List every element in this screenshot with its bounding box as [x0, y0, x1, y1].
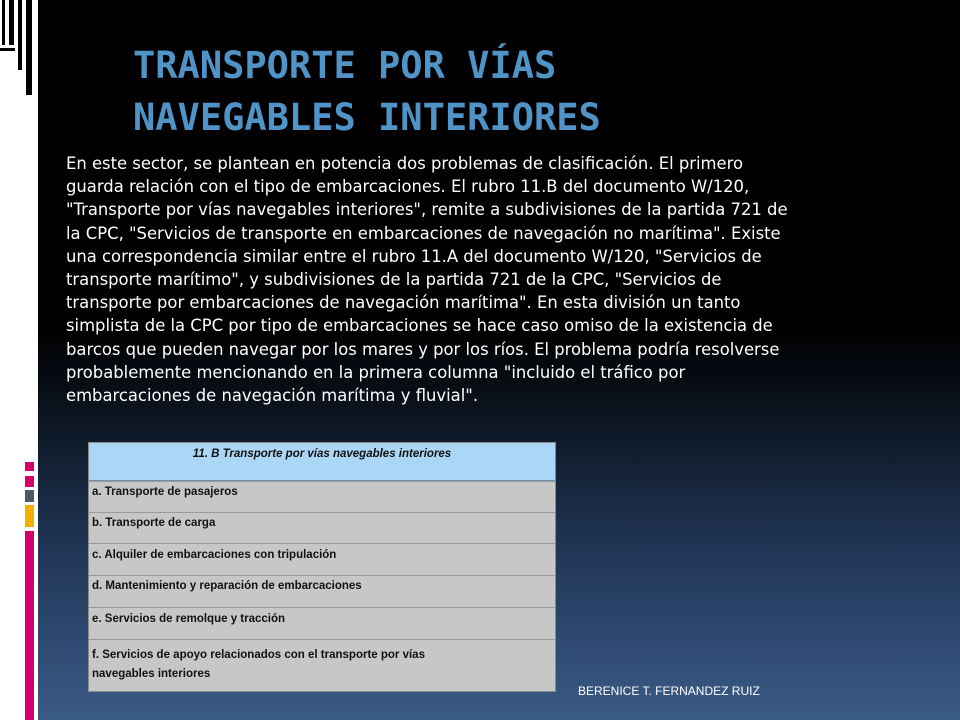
- table-row-text: f. Servicios de apoyo relacionados con el transporte por vías: [92, 649, 425, 661]
- footer-author: BERENICE T. FERNANDEZ RUIZ: [578, 684, 760, 698]
- body-line: guarda relación con el tipo de embarcaciones. El rubro 11.B del documento W/120,: [66, 177, 750, 197]
- table-row-text: c. Alquiler de embarcaciones con tripulación: [92, 549, 337, 561]
- table-row: [89, 575, 555, 607]
- table-row: [89, 607, 555, 639]
- slide-title: [133, 40, 933, 144]
- title-line: TRANSPORTE POR VÍAS: [133, 44, 557, 87]
- table-row-text: navegables interiores: [92, 668, 211, 680]
- decor-bar: [0, 48, 15, 51]
- table-row-text: e. Servicios de remolque y tracción: [92, 613, 286, 625]
- body-line: En este sector, se plantean en potencia dos problemas de clasificación. El primero: [66, 154, 744, 173]
- table-row: [89, 481, 555, 512]
- decor-bar: [26, 0, 32, 95]
- table-row: [89, 512, 555, 543]
- decor-square-pink: [25, 476, 34, 487]
- body-line: embarcaciones de navegación marítima y fluvial".: [66, 386, 479, 406]
- body-line: transporte por embarcaciones de navegación marítima". En esta división un tanto: [66, 293, 741, 313]
- body-line: una correspondencia similar entre el rubro 11.A del documento W/120, "Servicios de: [66, 246, 762, 266]
- body-line: probablemente mencionando en la primera columna "incluido el tráfico por: [66, 362, 686, 382]
- title-line: NAVEGABLES INTERIORES: [133, 96, 601, 139]
- table-row-text: b. Transporte de carga: [92, 517, 216, 529]
- body-line: simplista de la CPC por tipo de embarcaciones se hace caso omiso de la existencia de: [66, 316, 773, 336]
- classification-table-image: [88, 442, 556, 692]
- decor-square-yellow: [25, 505, 34, 527]
- decor-square-pink: [25, 462, 34, 471]
- decor-bar: [18, 0, 22, 70]
- decor-square-slate: [25, 490, 34, 502]
- decor-bar-pink: [25, 531, 34, 720]
- table-row-text: a. Transporte de pasajeros: [92, 486, 238, 498]
- body-line: transporte marítimo", y subdivisiones de la partida 721 de la CPC, "Servicios de: [66, 270, 722, 290]
- body-line: "Transporte por vías navegables interiores", remite a subdivisiones de la partida 721 de: [66, 200, 788, 220]
- table-row-text: d. Mantenimiento y reparación de embarcaciones: [92, 580, 362, 592]
- decor-bar: [2, 0, 5, 45]
- body-line: la CPC, "Servicios de transporte en embarcaciones de navegación no marítima". Existe: [66, 223, 781, 243]
- table-row: [89, 543, 555, 575]
- body-line: barcos que pueden navegar por los mares y por los ríos. El problema podría resolverse: [66, 339, 780, 359]
- table-row: [89, 639, 555, 691]
- decor-bar: [9, 0, 14, 45]
- body-paragraph: [66, 152, 936, 407]
- table-header: 11. B Transporte por vías navegables interiores: [89, 443, 555, 481]
